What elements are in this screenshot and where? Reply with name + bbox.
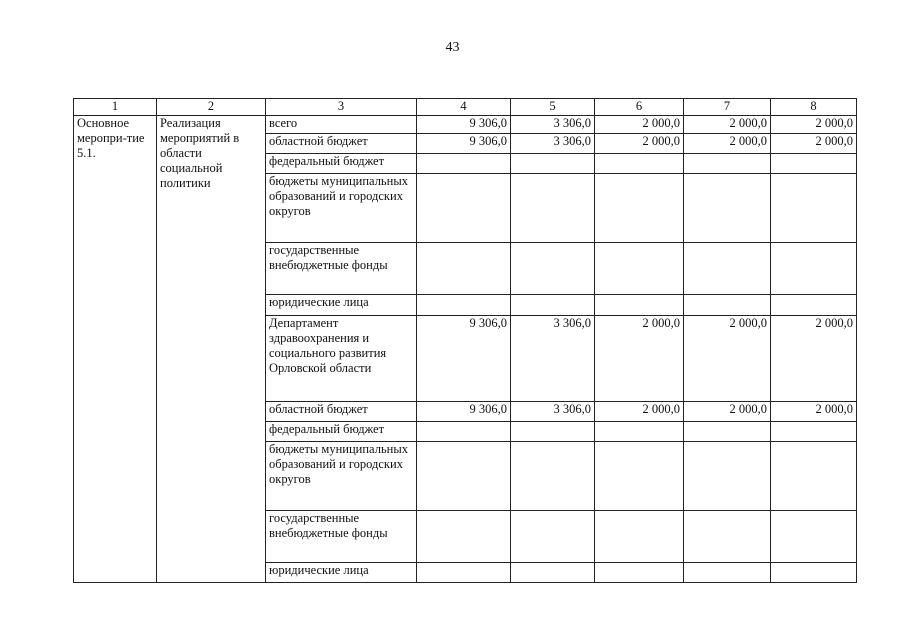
value-cell-col-8 [771, 442, 857, 511]
value-cell-col-6: 2 000,0 [595, 116, 684, 134]
value-cell-col-7 [684, 563, 771, 583]
value-cell-col-7: 2 000,0 [684, 134, 771, 154]
header-col-2: 2 [157, 99, 266, 116]
value-cell-col-5 [511, 174, 595, 243]
value-cell-col-4: 9 306,0 [417, 134, 511, 154]
value-cell-col-6: 2 000,0 [595, 316, 684, 402]
value-cell-col-6 [595, 295, 684, 316]
row-label: областной бюджет [266, 134, 417, 154]
value-cell-col-5: 3 306,0 [511, 116, 595, 134]
value-cell-col-5 [511, 511, 595, 563]
value-cell-col-7 [684, 295, 771, 316]
value-cell-col-5: 3 306,0 [511, 134, 595, 154]
value-cell-col-4 [417, 295, 511, 316]
value-cell-col-7 [684, 442, 771, 511]
value-cell-col-8 [771, 563, 857, 583]
row-label: бюджеты муниципальных образований и городских округов [266, 442, 417, 511]
value-cell-col-4: 9 306,0 [417, 402, 511, 422]
value-cell-col-5 [511, 295, 595, 316]
row-label: федеральный бюджет [266, 154, 417, 174]
value-cell-col-8: 2 000,0 [771, 116, 857, 134]
value-cell-col-4 [417, 422, 511, 442]
row-label: государственные внебюджетные фонды [266, 243, 417, 295]
value-cell-col-5 [511, 563, 595, 583]
value-cell-col-6 [595, 243, 684, 295]
value-cell-col-8 [771, 174, 857, 243]
row-label: юридические лица [266, 295, 417, 316]
value-cell-col-8 [771, 243, 857, 295]
value-cell-col-7 [684, 511, 771, 563]
value-cell-col-7: 2 000,0 [684, 402, 771, 422]
value-cell-col-7 [684, 174, 771, 243]
value-cell-col-5 [511, 243, 595, 295]
page-number: 43 [445, 40, 460, 55]
value-cell-col-6: 2 000,0 [595, 402, 684, 422]
row-label: федеральный бюджет [266, 422, 417, 442]
header-col-1: 1 [74, 99, 157, 116]
value-cell-col-7 [684, 154, 771, 174]
value-cell-col-4 [417, 174, 511, 243]
row-label: государственные внебюджетные фонды [266, 511, 417, 563]
value-cell-col-6 [595, 563, 684, 583]
value-cell-col-4 [417, 511, 511, 563]
value-cell-col-5 [511, 422, 595, 442]
value-cell-col-6 [595, 442, 684, 511]
row-label: Департамент здравоохранения и социального развития Орловской области [266, 316, 417, 402]
value-cell-col-8 [771, 511, 857, 563]
value-cell-col-7 [684, 422, 771, 442]
value-cell-col-8: 2 000,0 [771, 402, 857, 422]
activity-code: Основное меропри-тие 5.1. [74, 116, 157, 583]
value-cell-col-6: 2 000,0 [595, 134, 684, 154]
value-cell-col-8: 2 000,0 [771, 316, 857, 402]
value-cell-col-5 [511, 154, 595, 174]
value-cell-col-7 [684, 243, 771, 295]
value-cell-col-5 [511, 442, 595, 511]
header-col-5: 5 [511, 99, 595, 116]
header-col-7: 7 [684, 99, 771, 116]
value-cell-col-6 [595, 154, 684, 174]
value-cell-col-4 [417, 563, 511, 583]
header-col-6: 6 [595, 99, 684, 116]
table-row [74, 116, 857, 134]
header-row [74, 99, 857, 116]
value-cell-col-7: 2 000,0 [684, 316, 771, 402]
row-label: юридические лица [266, 563, 417, 583]
header-col-3: 3 [266, 99, 417, 116]
value-cell-col-4 [417, 442, 511, 511]
value-cell-col-4 [417, 154, 511, 174]
value-cell-col-5: 3 306,0 [511, 402, 595, 422]
row-label: всего [266, 116, 417, 134]
value-cell-col-8: 2 000,0 [771, 134, 857, 154]
value-cell-col-6 [595, 174, 684, 243]
activity-name: Реализация мероприятий в области социальной политики [157, 116, 266, 583]
value-cell-col-8 [771, 295, 857, 316]
budget-table [73, 98, 857, 583]
value-cell-col-4 [417, 243, 511, 295]
value-cell-col-8 [771, 154, 857, 174]
value-cell-col-5: 3 306,0 [511, 316, 595, 402]
value-cell-col-6 [595, 511, 684, 563]
value-cell-col-4: 9 306,0 [417, 316, 511, 402]
value-cell-col-4: 9 306,0 [417, 116, 511, 134]
value-cell-col-6 [595, 422, 684, 442]
header-col-8: 8 [771, 99, 857, 116]
header-col-4: 4 [417, 99, 511, 116]
row-label: областной бюджет [266, 402, 417, 422]
value-cell-col-8 [771, 422, 857, 442]
row-label: бюджеты муниципальных образований и городских округов [266, 174, 417, 243]
value-cell-col-7: 2 000,0 [684, 116, 771, 134]
